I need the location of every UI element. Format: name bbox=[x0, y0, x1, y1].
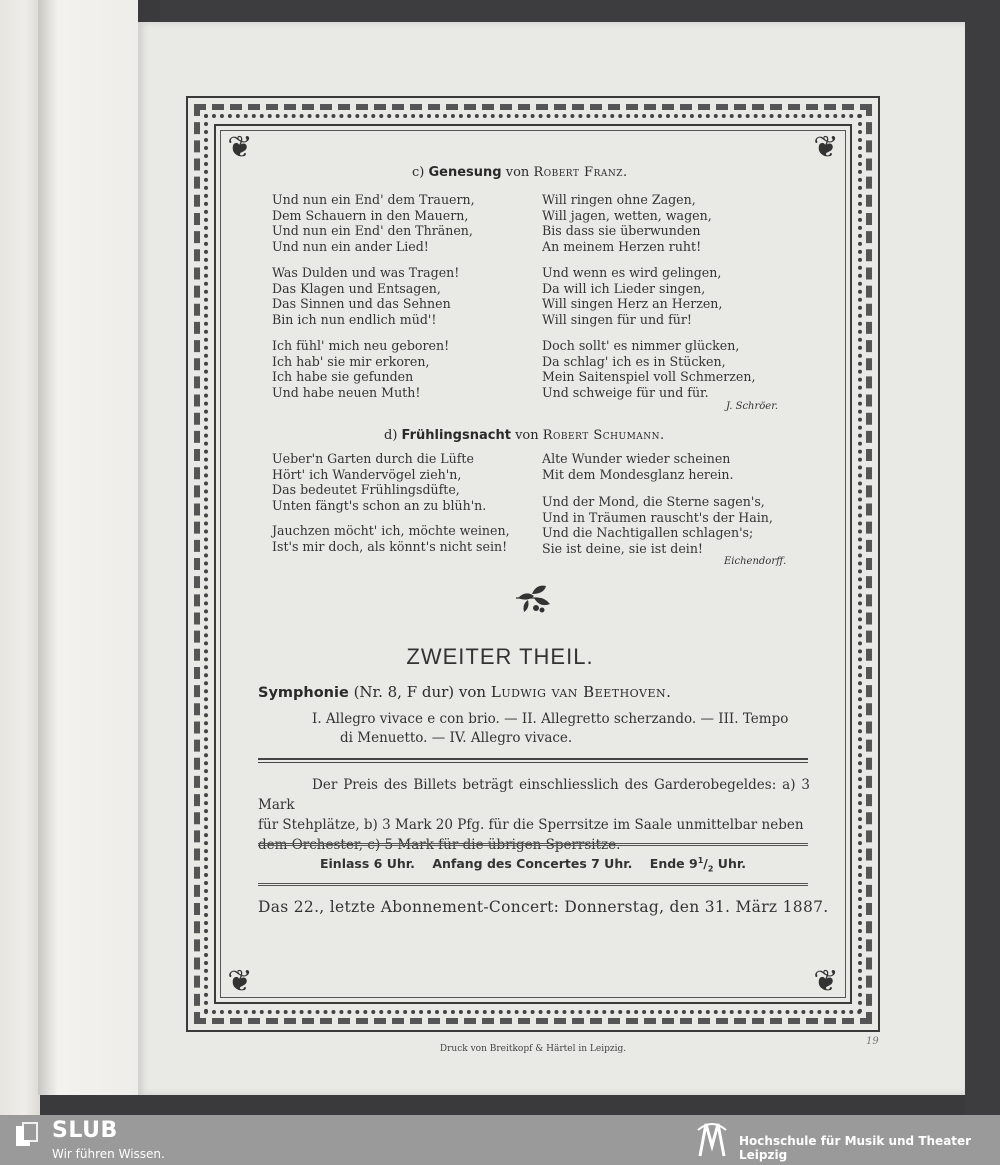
symphony-line: Symphonie (Nr. 8, F dur) von Ludwig van Beethoven. bbox=[258, 683, 672, 701]
poem-c-right-stanza-2: Und wenn es wird gelingen, Da will ich Lieder singen, Will singen Herz an Herzen, Will singen für und für! bbox=[542, 265, 723, 327]
part-two-heading: ZWEITER THEIL. bbox=[406, 644, 594, 669]
corner-ornament-icon: ❦ bbox=[813, 964, 839, 999]
poem-c-right-stanza-1: Will ringen ohne Zagen, Will jagen, wetten, wagen, Bis dass sie überwunden An meinem Herzen ruht! bbox=[542, 192, 712, 254]
concert-times: Einlass 6 Uhr. Anfang des Concertes 7 Uhr. Ende $9^1/_2$ Uhr. bbox=[319, 856, 746, 874]
divider-single bbox=[258, 883, 808, 886]
poem-c-left-stanza-2: Was Dulden und was Tragen! Das Klagen und Entsagen, Das Sinnen und das Sehnen Bin ich nun endlich müd'! bbox=[272, 265, 460, 327]
slub-logo-icon[interactable] bbox=[16, 1122, 38, 1146]
poem-d-right-stanza-2: Und der Mond, die Sterne sagen's, Und in Träumen rauscht's der Hain, Und die Nachtigallen schlagen's; Sie ist deine, sie ist dein! bbox=[542, 494, 773, 556]
institution-name[interactable]: Hochschule für Musik und Theater Leipzig bbox=[739, 1134, 972, 1162]
printer-imprint: Druck von Breitkopf & Härtel in Leipzig. bbox=[439, 1044, 627, 1054]
poem-d-author: Eichendorff. bbox=[724, 556, 787, 567]
page-number: 19 bbox=[866, 1036, 879, 1047]
poem-d-right-stanza-1: Alte Wunder wieder scheinen Mit dem Mondesglanz herein. bbox=[542, 451, 734, 482]
poem-d-left-stanza-1: Ueber'n Garten durch die Lüfte Hört' ich Wandervögel zieh'n, Das bedeutet Frühlingsdüfte, Unten fängt's schon an zu blüh'n. bbox=[272, 451, 487, 513]
poem-c-author: J. Schröer. bbox=[726, 401, 779, 412]
leaf-ornament-icon bbox=[514, 582, 554, 614]
poem-d-left-stanza-2: Jauchzen möcht' ich, möchte weinen, Ist's mir doch, als könnt's nicht sein! bbox=[272, 523, 510, 554]
symphony-movements: I. Allegro vivace e con brio. — II. Allegretto scherzando. — III. Tempo di Menuetto. — IV. Allegro vivace. bbox=[312, 711, 789, 746]
section-d-title: d) Frühlingsnacht von Robert Schumann. bbox=[384, 428, 665, 443]
corner-ornament-icon: ❦ bbox=[813, 130, 839, 165]
library-name[interactable]: SLUB bbox=[52, 1118, 118, 1143]
hmt-logo-icon[interactable] bbox=[694, 1116, 730, 1162]
corner-ornament-icon: ❦ bbox=[227, 130, 253, 165]
divider-double bbox=[258, 758, 808, 763]
corner-ornament-icon: ❦ bbox=[227, 964, 253, 999]
next-concert-announcement: Das 22., letzte Abonnement-Concert: Donnerstag, den 31. März 1887. bbox=[258, 898, 829, 916]
section-c-title: c) Genesung von Robert Franz. bbox=[412, 165, 628, 180]
poem-c-right-stanza-3: Doch sollt' es nimmer glücken, Da schlag' ich es in Stücken, Mein Saitenspiel voll Schmerzen, Und schweige für und für. bbox=[542, 338, 756, 400]
divider-single bbox=[258, 843, 808, 846]
poem-c-left-stanza-1: Und nun ein End' dem Trauern, Dem Schauern in den Mauern, Und nun ein End' den Thränen, Und nun ein ander Lied! bbox=[272, 192, 475, 254]
ticket-price-text: Der Preis des Billets beträgt einschliesslich des Garderobegeldes: a) 3 Mark für Stehplätze, b) 3 Mark 20 Pfg. für die Sperrsitze im Saale unmittelbar neben dem Orchester, c) 5 Mark für die übrigen Sperrsitze. bbox=[258, 777, 810, 853]
library-tagline: Wir führen Wissen. bbox=[52, 1147, 165, 1161]
poem-c-left-stanza-3: Ich fühl' mich neu geboren! Ich hab' sie mir erkoren, Ich habe sie gefunden Und habe neuen Muth! bbox=[272, 338, 450, 400]
